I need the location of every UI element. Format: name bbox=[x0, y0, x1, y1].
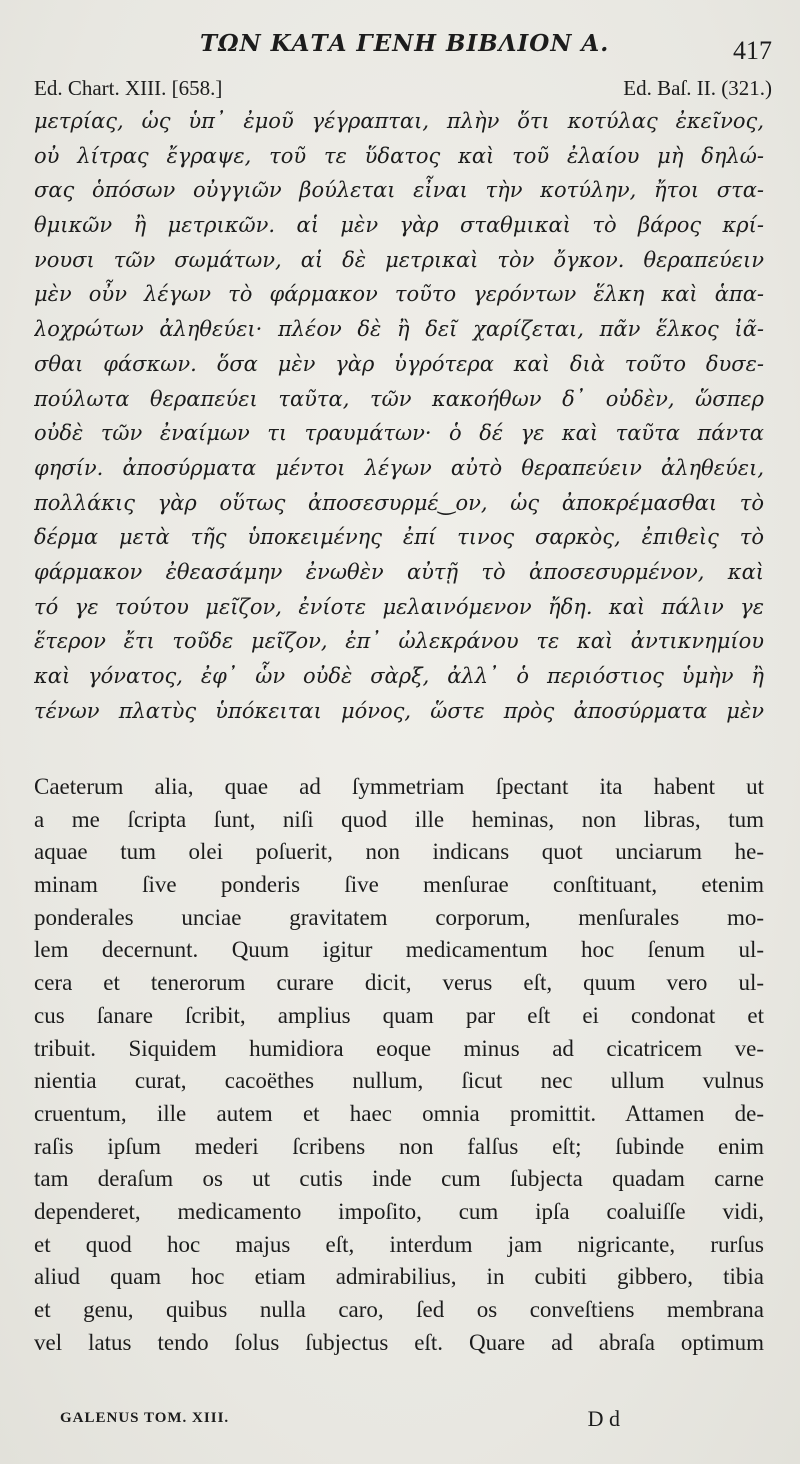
latin-line: minam ſive ponderis ſive menſurae conſtituant, etenim bbox=[34, 872, 764, 898]
latin-line: et genu, quibus nulla caro, ſed os conveſtiens membrana bbox=[34, 1297, 764, 1322]
greek-line: σθαι φάσκων. ὅσα μὲν γὰρ ὑγρότερα καὶ διὰ τοῦτο δυσε- bbox=[34, 351, 764, 376]
greek-line: μὲν οὖν λέγων τὸ φάρμακον τοῦτο γερόντων ἕλκη καὶ ἁπα- bbox=[34, 282, 764, 307]
latin-line: Caeterum alia, quae ad ſymmetriam ſpectant ita habent ut bbox=[34, 774, 764, 799]
latin-line: tribuit. Siquidem humidiora eoque minus ad cicatricem ve- bbox=[34, 1035, 764, 1061]
greek-line: οὐ λίτρας ἔγραψε, τοῦ τε ὕδατος καὶ τοῦ ἐλαίου μὴ δηλώ- bbox=[34, 143, 764, 168]
greek-line: νουσι τῶν σωμάτων, αἱ δὲ μετρικαὶ τὸν ὄγκον. θεραπεύειν bbox=[34, 247, 764, 272]
signature-mark: D d bbox=[587, 1406, 620, 1431]
greek-line: λοχρώτων ἀληθεύει· πλέον δὲ ἢ δεῖ χαρίζεται, πᾶν ἕλκος ἰᾶ- bbox=[34, 317, 764, 342]
latin-line: lem decernunt. Quum igitur medicamentum hoc ſenum ul- bbox=[34, 937, 764, 963]
latin-text-block bbox=[34, 771, 764, 1359]
latin-line: ponderales unciae gravitatem corporum, menſurales mo- bbox=[34, 904, 764, 930]
greek-line: φάρμακον ἐθεασάμην ἐνωθὲν αὐτῇ τὸ ἀποσεσυρμένον, καὶ bbox=[34, 559, 764, 584]
latin-line: a me ſcripta ſunt, niſi quod ille heminas, non libras, tum bbox=[34, 806, 764, 832]
latin-line: aliud quam hoc etiam admirabilius, in cubiti gibbero, tibia bbox=[34, 1264, 764, 1290]
latin-line: nientia curat, cacoëthes nullum, ſicut nec ullum vulnus bbox=[34, 1068, 764, 1094]
latin-line: cera et tenerorum curare dicit, verus eſt, quum vero ul- bbox=[34, 970, 764, 996]
greek-line: δέρμα μετὰ τῆς ὑποκειμένης ἐπί τινος σαρκὸς, ἐπιθεὶς τὸ bbox=[34, 525, 764, 550]
latin-line: tam deraſum os ut cutis inde cum ſubjecta quadam carne bbox=[34, 1166, 764, 1192]
latin-line: cus ſanare ſcribit, amplius quam par eſt ei condonat et bbox=[34, 1002, 764, 1028]
edition-basel: Ed. Baſ. II. (321.) bbox=[623, 76, 772, 100]
latin-line: et quod hoc majus eſt, interdum jam nigricante, rurſus bbox=[34, 1231, 764, 1257]
running-head bbox=[0, 30, 800, 64]
greek-line: ἕτερον ἔτι τοῦδε μεῖζον, ἐπ᾽ ὠλεκράνου τε καὶ ἀντικνημίου bbox=[34, 629, 764, 654]
greek-line: καὶ γόνατος, ἐφ᾽ ὧν οὐδὲ σὰρξ, ἀλλ᾽ ὁ περιόστιος ὑμὴν ἢ bbox=[34, 664, 764, 688]
running-title: ΤΩΝ ΚΑΤΑ ΓΕΝΗ ΒΙΒΛΙΟΝ Α. bbox=[200, 30, 610, 57]
volume-catchword: GALENUS TOM. XIII. bbox=[60, 1410, 230, 1426]
latin-line: dependeret, medicamento impoſito, cum ipſa coaluiſſe vidi, bbox=[34, 1198, 764, 1224]
latin-line: aquae tum olei poſuerit, non indicans quot unciarum he- bbox=[34, 839, 764, 865]
greek-line: τένων πλατὺς ὑπόκειται μόνος, ὥστε πρὸς ἀποσύρματα μὲν bbox=[34, 698, 764, 723]
greek-line: σας ὁπόσων οὐγγιῶν βούλεται εἶναι τὴν κοτύλην, ἤτοι στα- bbox=[34, 178, 764, 203]
footer bbox=[60, 1406, 620, 1436]
greek-line: θμικῶν ἢ μετρικῶν. αἱ μὲν γὰρ σταθμικαὶ τὸ βάρος κρί- bbox=[34, 213, 764, 238]
page-number: 417 bbox=[733, 36, 772, 65]
greek-line: πολλάκις γὰρ οὕτως ἀποσεσυρμέ‿ον, ὡς ἀποκρέμασθαι τὸ bbox=[34, 490, 764, 515]
greek-text-block bbox=[34, 104, 764, 728]
greek-line: οὐδὲ τῶν ἐναίμων τι τραυμάτων· ὁ δέ γε καὶ ταῦτα πάντα bbox=[34, 421, 764, 446]
latin-line: vel latus tendo ſolus ſubjectus eſt. Quare ad abraſa optimum bbox=[34, 1329, 764, 1355]
latin-line: cruentum, ille autem et haec omnia promittit. Attamen de- bbox=[34, 1100, 764, 1126]
greek-line: φησίν. ἀποσύρματα μέντοι λέγων αὐτὸ θεραπεύειν ἀληθεύει, bbox=[34, 455, 764, 480]
edition-line bbox=[34, 76, 772, 106]
greek-line: πούλωτα θεραπεύει ταῦτα, τῶν κακοήθων δ᾽ οὐδὲν, ὥσπερ bbox=[34, 386, 764, 411]
edition-chartier: Ed. Chart. XIII. [658.] bbox=[34, 76, 223, 100]
greek-line: μετρίας, ὡς ὑπ᾽ ἐμοῦ γέγραπται, πλὴν ὅτι κοτύλας ἐκεῖνος, bbox=[34, 109, 764, 133]
latin-line: raſis ipſum mederi ſcribens non falſus eſt; ſubinde enim bbox=[34, 1133, 764, 1159]
greek-line: τό γε τούτου μεῖζον, ἐνίοτε μελαινόμενον ἤδη. καὶ πάλιν γε bbox=[34, 594, 764, 619]
